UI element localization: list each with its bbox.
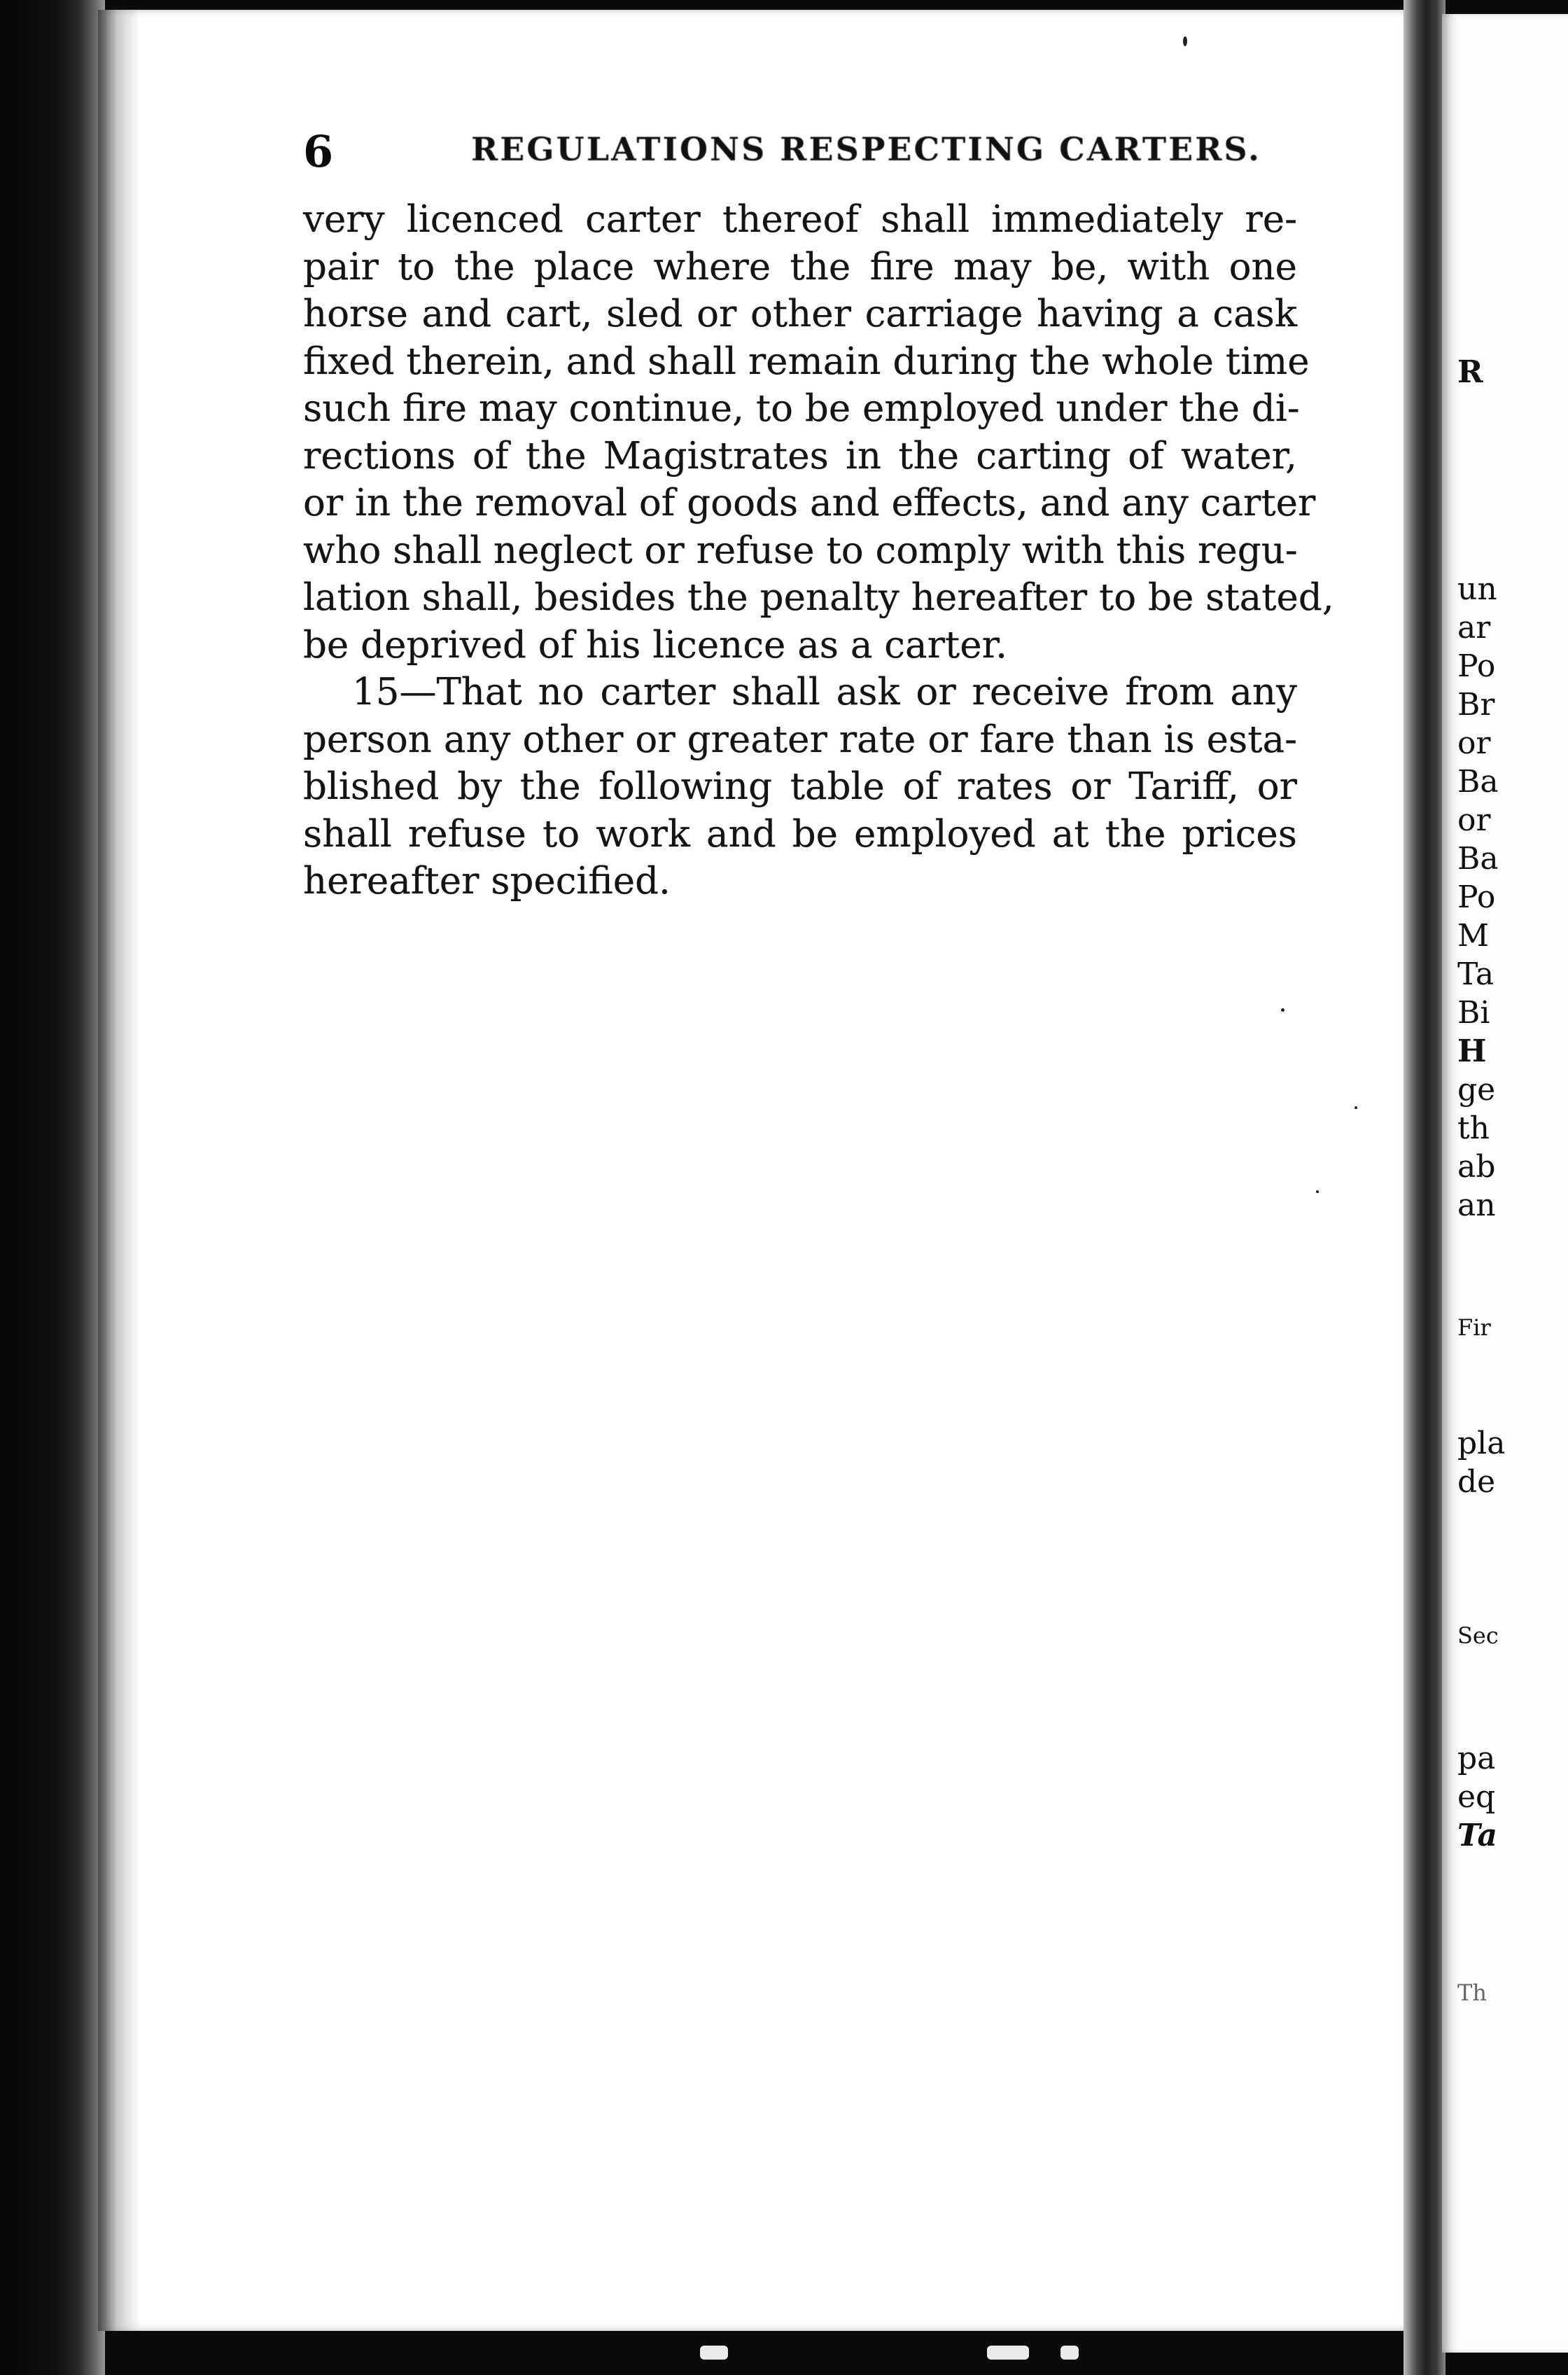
text-line: rections of the Magistrates in the carting of water, — [303, 434, 1297, 478]
facing-page-fragment: pla — [1457, 1426, 1506, 1461]
scan-binding-edge — [0, 0, 105, 2375]
text-line: shall refuse to work and be employed at the prices — [303, 812, 1297, 856]
text-line: pair to the place where the fire may be, with one — [303, 245, 1297, 288]
text-line: person any other or greater rate or fare than is esta- — [303, 718, 1297, 761]
scan-speck — [1316, 1190, 1319, 1193]
facing-page-fragment: Po — [1457, 648, 1496, 684]
facing-page-fragment: Sec — [1457, 1622, 1499, 1649]
text-line: horse and cart, sled or other carriage having a cask — [303, 293, 1297, 335]
page-number: 6 — [303, 126, 334, 177]
scan-mark — [1060, 2346, 1079, 2360]
scan-speck — [1183, 36, 1187, 46]
facing-page-fragment: or — [1457, 725, 1491, 761]
text-line: lation shall, besides the penalty hereafter to be stated, — [303, 576, 1334, 619]
text-line: or in the removal of goods and effects, and any carter — [303, 482, 1316, 524]
body-text — [303, 196, 1334, 905]
facing-page-fragment: Ta — [1457, 956, 1494, 992]
facing-page-fragment: ge — [1457, 1072, 1496, 1108]
scan-mark — [700, 2346, 728, 2360]
text-line-paragraph-end: hereafter specified. — [303, 860, 671, 903]
text-line-section-15: 15—That no carter shall ask or receive from any — [352, 671, 1297, 713]
facing-page-fragment: Ba — [1457, 764, 1499, 800]
facing-page-fragment: Ta — [1457, 1818, 1498, 1853]
running-head-title: REGULATIONS RESPECTING CARTERS. — [471, 130, 1262, 168]
facing-page-fragment: H — [1457, 1033, 1487, 1069]
facing-page-fragment: eq — [1457, 1779, 1496, 1815]
facing-page-fragment: Br — [1457, 687, 1495, 723]
facing-page-fragment: M — [1457, 918, 1490, 954]
facing-page-fragment: Po — [1457, 879, 1496, 915]
text-line: such fire may continue, to be employed under the di- — [303, 387, 1300, 430]
text-line-paragraph-end: be deprived of his licence as a carter. — [303, 623, 1007, 667]
facing-page-fragment: Fir — [1457, 1314, 1491, 1341]
facing-page-fragment: R — [1457, 354, 1483, 390]
text-line: who shall neglect or refuse to comply with this regu- — [303, 529, 1298, 572]
text-line: blished by the following table of rates or Tariff, or — [303, 765, 1297, 808]
scan-speck — [1354, 1106, 1357, 1109]
facing-page-fragment: un — [1457, 571, 1497, 607]
facing-page-fragment: ab — [1457, 1149, 1496, 1185]
book-gutter — [1404, 0, 1446, 2375]
facing-page-fragment: Th — [1457, 1979, 1487, 2006]
facing-page-fragment: Ba — [1457, 841, 1499, 877]
scan-mark — [987, 2346, 1029, 2360]
facing-page-fragment: or — [1457, 802, 1491, 838]
text-line: very licenced carter thereof shall immediately re- — [303, 198, 1297, 241]
text-line: fixed therein, and shall remain during the whole time — [303, 340, 1310, 383]
facing-page-fragment: pa — [1457, 1741, 1496, 1776]
running-head — [303, 126, 1297, 175]
facing-page-fragment: an — [1457, 1188, 1496, 1223]
facing-page-fragment: de — [1457, 1464, 1496, 1500]
scan-speck — [1281, 1008, 1284, 1012]
page-edge-shadow — [98, 10, 140, 2331]
facing-page — [1442, 14, 1568, 2353]
facing-page-fragment: Bi — [1457, 995, 1490, 1031]
facing-page-fragment: ar — [1457, 610, 1491, 646]
facing-page-fragment: th — [1457, 1110, 1490, 1146]
